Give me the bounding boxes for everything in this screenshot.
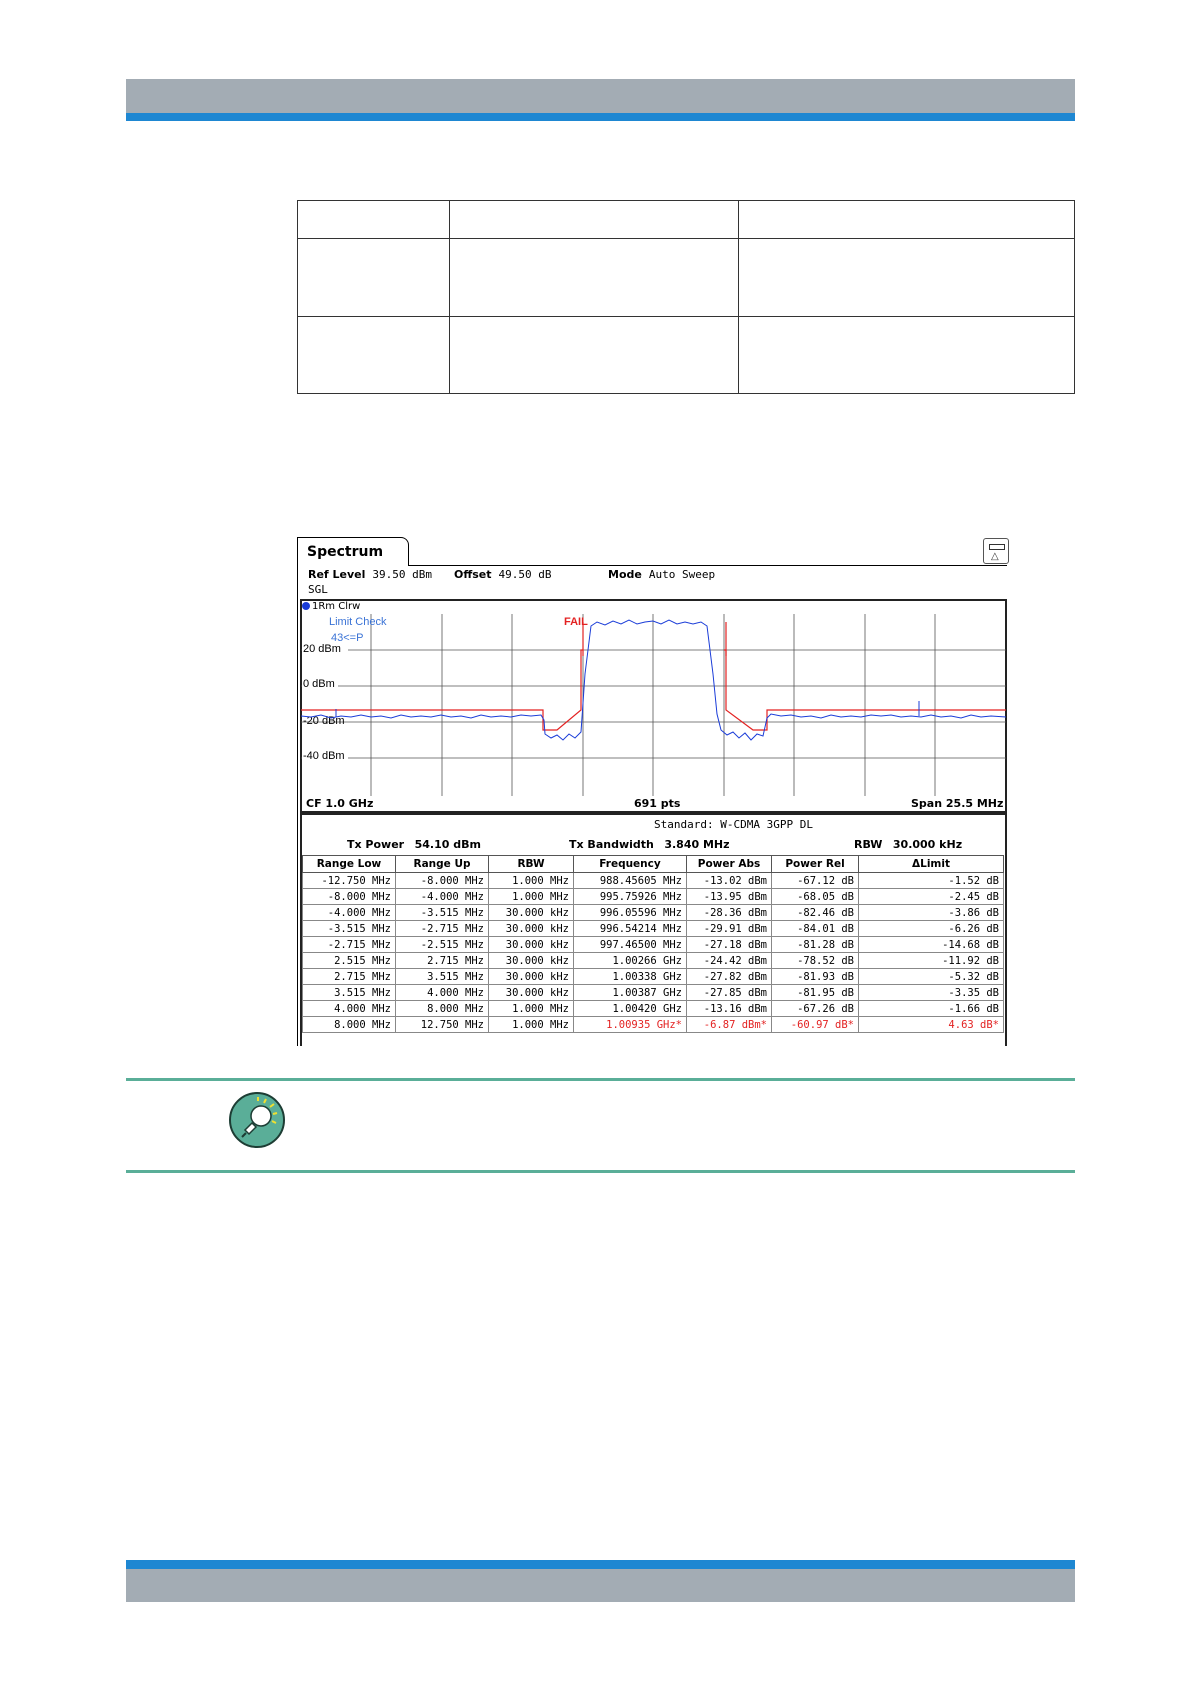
table-cell: 1.00420 GHz — [574, 1001, 687, 1017]
table-cell: 30.000 kHz — [489, 953, 574, 969]
table-cell: -29.91 dBm — [687, 921, 772, 937]
y-label-0: 0 dBm — [303, 678, 335, 690]
trace-label: 1Rm Clrw — [302, 601, 360, 612]
table-cell — [298, 201, 450, 239]
sem-results-table — [302, 855, 1004, 1033]
tx-power: Tx Power 54.10 dBm — [347, 838, 481, 851]
table-row — [303, 969, 1004, 985]
table-cell: 1.000 MHz — [489, 889, 574, 905]
table-cell: -84.01 dB — [772, 921, 859, 937]
table-cell: -6.26 dB — [859, 921, 1004, 937]
ref-level: Ref Level 39.50 dBm — [308, 568, 433, 581]
table-cell: 997.46500 MHz — [574, 937, 687, 953]
table-cell: 30.000 kHz — [489, 969, 574, 985]
col-header: Range Low — [303, 856, 396, 873]
rbw: RBW 30.000 kHz — [854, 838, 963, 851]
table-cell: 1.00935 GHz* — [574, 1017, 687, 1033]
status-icon[interactable] — [983, 538, 1009, 564]
table-cell: -3.515 MHz — [396, 905, 489, 921]
spectrum-screenshot — [297, 537, 1010, 1046]
col-header: RBW — [489, 856, 574, 873]
table-cell: 4.63 dB* — [859, 1017, 1004, 1033]
table-header-row — [303, 856, 1004, 873]
table-cell: 30.000 kHz — [489, 937, 574, 953]
table-cell: 3.515 MHz — [303, 985, 396, 1001]
table-cell: -5.32 dB — [859, 969, 1004, 985]
table-row — [303, 921, 1004, 937]
table-cell: -27.85 dBm — [687, 985, 772, 1001]
table-cell: -13.95 dBm — [687, 889, 772, 905]
empty-table — [297, 200, 1075, 394]
header-accent-line — [126, 113, 1075, 121]
table-cell: -27.18 dBm — [687, 937, 772, 953]
table-cell — [739, 239, 1075, 317]
y-label-20: 20 dBm — [303, 643, 341, 655]
footer-band — [126, 1569, 1075, 1602]
table-cell: 3.515 MHz — [396, 969, 489, 985]
table-cell: 12.750 MHz — [396, 1017, 489, 1033]
trace-dot-icon — [302, 602, 310, 610]
table-cell: 996.05596 MHz — [574, 905, 687, 921]
tab-spectrum[interactable] — [297, 537, 409, 566]
table-cell: -81.93 dB — [772, 969, 859, 985]
table-cell — [450, 317, 739, 394]
table-cell: -81.95 dB — [772, 985, 859, 1001]
tip-bottom-rule — [126, 1170, 1075, 1173]
table-cell: -14.68 dB — [859, 937, 1004, 953]
footer-accent-line — [126, 1560, 1075, 1569]
table-cell: -2.715 MHz — [303, 937, 396, 953]
table-cell: 8.000 MHz — [396, 1001, 489, 1017]
col-header: Frequency — [574, 856, 687, 873]
mode: Mode Auto Sweep — [608, 568, 716, 581]
table-cell: 1.000 MHz — [489, 1017, 574, 1033]
table-cell: 30.000 kHz — [489, 905, 574, 921]
table-row — [303, 1017, 1004, 1033]
table-cell: -82.46 dB — [772, 905, 859, 921]
table-cell: -3.86 dB — [859, 905, 1004, 921]
grid — [301, 614, 1006, 796]
table-cell: -27.82 dBm — [687, 969, 772, 985]
table-cell: 1.00266 GHz — [574, 953, 687, 969]
table-cell: 1.00387 GHz — [574, 985, 687, 1001]
table-cell: 1.000 MHz — [489, 1001, 574, 1017]
col-header: Power Rel — [772, 856, 859, 873]
warning-triangle-icon: △ — [991, 551, 999, 562]
table-cell: -78.52 dB — [772, 953, 859, 969]
col-header: ΔLimit — [859, 856, 1004, 873]
spectrum-plot — [301, 614, 1006, 796]
sgl-indicator: SGL — [308, 583, 328, 596]
table-cell: 2.515 MHz — [303, 953, 396, 969]
table-cell: -8.000 MHz — [303, 889, 396, 905]
offset: Offset 49.50 dB — [454, 568, 552, 581]
table-cell: -12.750 MHz — [303, 873, 396, 889]
header-band — [126, 79, 1075, 113]
tab-label: Spectrum — [307, 544, 384, 560]
table-row — [303, 873, 1004, 889]
table-cell: -68.05 dB — [772, 889, 859, 905]
table-cell: -24.42 dBm — [687, 953, 772, 969]
lightbulb-icon — [228, 1091, 286, 1149]
table-cell — [739, 317, 1075, 394]
table-cell: 995.75926 MHz — [574, 889, 687, 905]
y-label-minus20: -20 dBm — [303, 715, 345, 727]
table-cell — [450, 239, 739, 317]
table-cell: -11.92 dB — [859, 953, 1004, 969]
table-cell: -67.12 dB — [772, 873, 859, 889]
table-cell — [298, 239, 450, 317]
table-cell: 8.000 MHz — [303, 1017, 396, 1033]
frame-left-edge — [297, 565, 298, 1046]
table-cell: -2.515 MHz — [396, 937, 489, 953]
table-cell: -13.16 dBm — [687, 1001, 772, 1017]
table-cell: 4.000 MHz — [303, 1001, 396, 1017]
table-cell: -2.715 MHz — [396, 921, 489, 937]
table-cell — [450, 201, 739, 239]
table-cell: 30.000 kHz — [489, 985, 574, 1001]
col-header: Power Abs — [687, 856, 772, 873]
sweep-points: 691 pts — [634, 797, 681, 810]
table-cell — [298, 317, 450, 394]
tx-bandwidth: Tx Bandwidth 3.840 MHz — [569, 838, 730, 851]
table-cell: -8.000 MHz — [396, 873, 489, 889]
y-label-minus40: -40 dBm — [303, 750, 345, 762]
table-cell: 1.000 MHz — [489, 873, 574, 889]
tip-top-rule — [126, 1078, 1075, 1081]
table-row — [303, 889, 1004, 905]
col-header: Range Up — [396, 856, 489, 873]
center-frequency: CF 1.0 GHz — [306, 797, 374, 810]
span: Span 25.5 MHz — [911, 797, 1004, 810]
table-cell: -1.52 dB — [859, 873, 1004, 889]
table-cell: 4.000 MHz — [396, 985, 489, 1001]
table-cell: -2.45 dB — [859, 889, 1004, 905]
table-cell: -1.66 dB — [859, 1001, 1004, 1017]
table-row — [303, 1001, 1004, 1017]
table-cell — [739, 201, 1075, 239]
battery-icon — [989, 544, 1005, 550]
table-cell: 1.00338 GHz — [574, 969, 687, 985]
standard-label: Standard: W-CDMA 3GPP DL — [654, 818, 813, 831]
table-cell: 30.000 kHz — [489, 921, 574, 937]
table-cell: -81.28 dB — [772, 937, 859, 953]
table-cell: -3.35 dB — [859, 985, 1004, 1001]
limit-line — [301, 622, 1006, 730]
table-cell: -4.000 MHz — [396, 889, 489, 905]
table-cell: -6.87 dBm* — [687, 1017, 772, 1033]
table-cell: 996.54214 MHz — [574, 921, 687, 937]
table-cell: -13.02 dBm — [687, 873, 772, 889]
table-row — [303, 985, 1004, 1001]
limit-check-label: Limit Check — [329, 616, 387, 628]
table-cell: 988.45605 MHz — [574, 873, 687, 889]
table-cell: -3.515 MHz — [303, 921, 396, 937]
table-cell: -67.26 dB — [772, 1001, 859, 1017]
tab-divider — [409, 565, 1007, 566]
fail-indicator: FAIL — [564, 616, 588, 628]
table-cell: -60.97 dB* — [772, 1017, 859, 1033]
limit-line-name: 43<=P — [331, 632, 364, 644]
table-cell: 2.715 MHz — [303, 969, 396, 985]
table-row — [303, 937, 1004, 953]
table-row — [303, 953, 1004, 969]
table-cell: -28.36 dBm — [687, 905, 772, 921]
table-cell: 2.715 MHz — [396, 953, 489, 969]
table-cell: -4.000 MHz — [303, 905, 396, 921]
table-row — [303, 905, 1004, 921]
